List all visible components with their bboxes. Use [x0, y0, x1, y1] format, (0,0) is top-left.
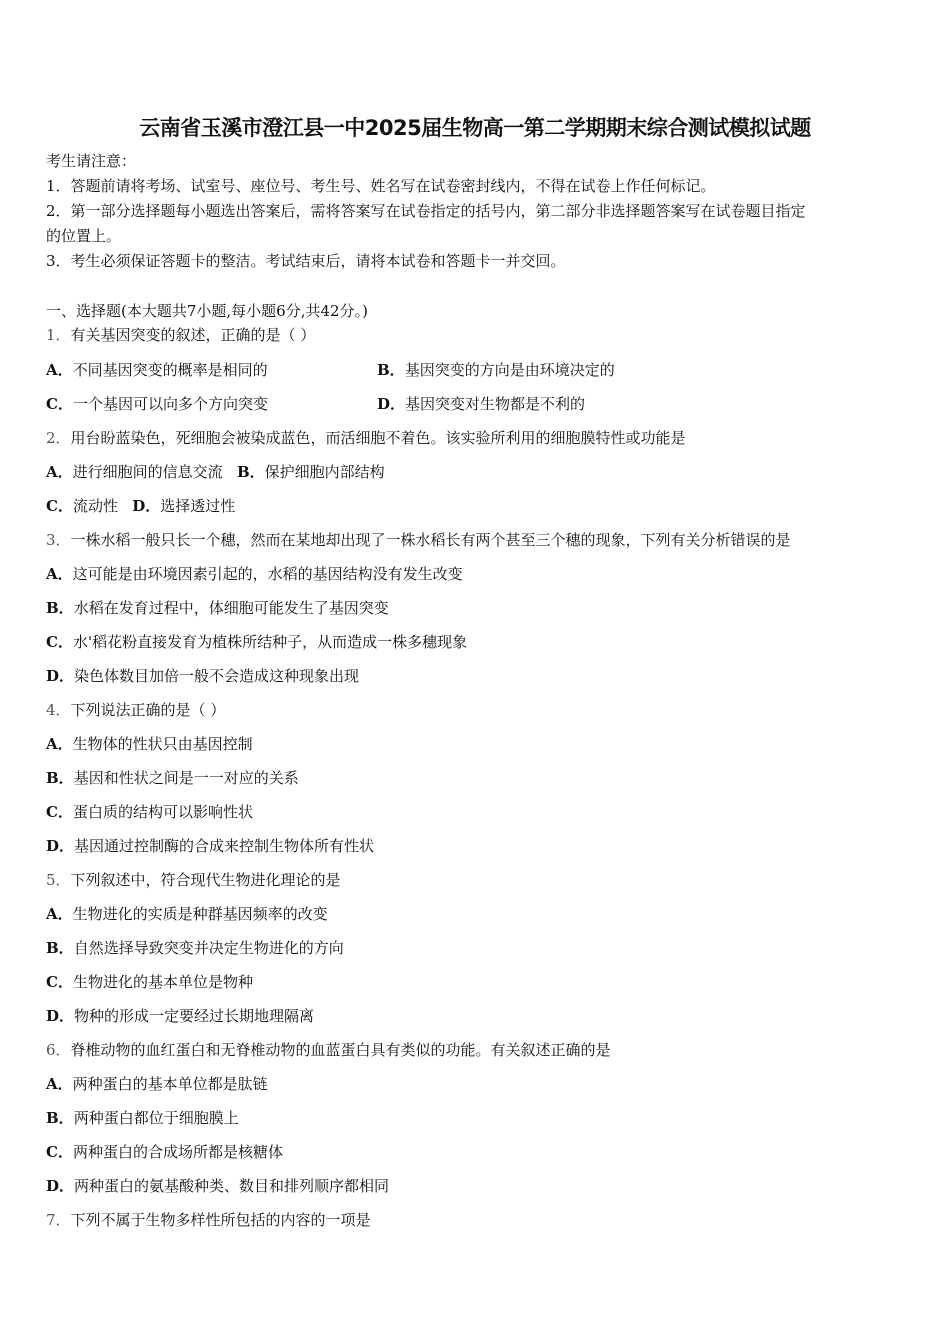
question-number: 3．	[46, 531, 71, 549]
option-text: 生物进化的基本单位是物种	[72, 973, 253, 991]
option-letter: A．	[46, 1075, 73, 1093]
option-text: 蛋白质的结构可以影响性状	[72, 803, 253, 821]
option-letter: B．	[46, 599, 74, 617]
page-title: 云南省玉溪市澄江县一中2025届生物高一第二学期期末综合测试模拟试题	[139, 116, 811, 140]
option-text: 一个基因可以向多个方向突变	[72, 395, 268, 413]
option-text: 两种蛋白都位于细胞膜上	[73, 1109, 239, 1127]
option-letter: B．	[236, 463, 265, 481]
option-text: 进行细胞间的信息交流	[72, 463, 223, 481]
option-row	[46, 359, 906, 381]
option-text: 基因突变的方向是由环境决定的	[404, 361, 615, 379]
question-text: 脊椎动物的血红蛋白和无脊椎动物的血蓝蛋白具有类似的功能。有关叙述正确的是	[70, 1041, 611, 1059]
option-text: 不同基因突变的概率是相同的	[72, 361, 268, 379]
option[interactable]	[377, 393, 585, 415]
option-text: 两种蛋白的氨基酸种类、数目和排列顺序都相同	[74, 1177, 390, 1195]
option[interactable]	[46, 733, 906, 755]
option-letter: B．	[46, 1109, 74, 1127]
option-letter: A．	[46, 735, 73, 753]
question-number: 6．	[46, 1041, 71, 1059]
option-text: 基因突变对生物都是不利的	[405, 395, 586, 413]
option[interactable]	[46, 1175, 906, 1197]
option-letter: C．	[46, 633, 73, 651]
option[interactable]	[46, 497, 118, 515]
option-letter: C．	[46, 973, 73, 991]
question-text: 下列叙述中，符合现代生物进化理论的是	[70, 871, 341, 889]
option-text: 保护细胞内部结构	[264, 463, 385, 481]
option[interactable]	[46, 767, 906, 789]
option-text: 选择透过性	[160, 497, 236, 515]
question-text: 下列不属于生物多样性所包括的内容的一项是	[70, 1211, 371, 1229]
option[interactable]	[46, 801, 906, 823]
option[interactable]	[46, 395, 268, 413]
option[interactable]	[46, 835, 906, 857]
option-letter: D．	[132, 497, 161, 515]
option-row	[46, 393, 906, 415]
option-text: 自然选择导致突变并决定生物进化的方向	[73, 939, 344, 957]
option-letter: D．	[46, 1177, 75, 1195]
option-text: 流动性	[72, 497, 118, 515]
option-text: 染色体数目加倍一般不会造成这种现象出现	[74, 667, 360, 685]
option-letter: D．	[46, 667, 75, 685]
question-number: 4．	[46, 701, 71, 719]
option-text: 这可能是由环境因素引起的，水稻的基因结构没有发生改变	[72, 565, 463, 583]
notice-item: 2．第一部分选择题每小题选出答案后，需将答案写在试卷指定的括号内，第二部分非选择题答案写在试卷题目指定	[46, 202, 806, 220]
option[interactable]	[46, 1141, 906, 1163]
question-stem	[46, 1209, 906, 1231]
option-row	[46, 461, 906, 483]
option[interactable]	[46, 665, 906, 687]
option[interactable]	[46, 903, 906, 925]
option-text: 两种蛋白的合成场所都是核糖体	[72, 1143, 283, 1161]
question-stem	[46, 324, 906, 346]
option-letter: A．	[46, 463, 73, 481]
option-text: 生物进化的实质是种群基因频率的改变	[72, 905, 328, 923]
option-text: 生物体的性状只由基因控制	[72, 735, 253, 753]
option[interactable]	[46, 1005, 906, 1027]
option-letter: C．	[46, 1143, 73, 1161]
question-number: 2．	[46, 429, 71, 447]
option[interactable]	[46, 971, 906, 993]
question-stem	[46, 1039, 906, 1061]
option[interactable]	[46, 1107, 906, 1129]
option[interactable]	[46, 631, 906, 653]
option-letter: C．	[46, 497, 73, 515]
option-letter: B．	[46, 769, 74, 787]
option-letter: C．	[46, 395, 73, 413]
option-letter: A．	[46, 905, 73, 923]
question-stem	[46, 869, 906, 891]
section-heading: 一、选择题(本大题共7小题,每小题6分,共42分。)	[46, 302, 368, 320]
option-letter: B．	[46, 939, 74, 957]
question-stem	[46, 529, 906, 551]
option[interactable]	[46, 1073, 906, 1095]
option[interactable]	[46, 597, 906, 619]
option-letter: D．	[46, 837, 75, 855]
question-stem	[46, 427, 906, 449]
notice-heading: 考生请注意：	[46, 152, 137, 170]
option[interactable]	[377, 359, 615, 381]
option-letter: A．	[46, 361, 73, 379]
option[interactable]	[46, 563, 906, 585]
option-letter: D．	[377, 395, 406, 413]
question-text: 有关基因突变的叙述，正确的是（ ）	[70, 326, 316, 344]
option[interactable]	[46, 937, 906, 959]
option-text: 水'稻花粉直接发育为植株所结种子，从而造成一株多穗现象	[72, 633, 468, 651]
option-row	[46, 495, 906, 517]
option[interactable]	[237, 463, 385, 481]
option-letter: B．	[377, 361, 405, 379]
question-text: 用台盼蓝染色，死细胞会被染成蓝色，而活细胞不着色。该实验所利用的细胞膜特性或功能是	[70, 429, 686, 447]
option-text: 水稻在发育过程中，体细胞可能发生了基因突变	[73, 599, 389, 617]
question-text: 下列说法正确的是（ ）	[70, 701, 226, 719]
notice-item: 3．考生必须保证答题卡的整洁。考试结束后，请将本试卷和答题卡一并交回。	[46, 252, 566, 270]
option[interactable]	[132, 497, 235, 515]
question-number: 1．	[46, 326, 71, 344]
question-text: 一株水稻一般只长一个穗，然而在某地却出现了一株水稻长有两个甚至三个穗的现象，下列有关分析错误的是	[70, 531, 791, 549]
option-letter: A．	[46, 565, 73, 583]
option-letter: D．	[46, 1007, 75, 1025]
option[interactable]	[46, 361, 268, 379]
option-text: 基因通过控制酶的合成来控制生物体所有性状	[74, 837, 375, 855]
question-number: 7．	[46, 1211, 71, 1229]
option-text: 物种的形成一定要经过长期地理隔离	[74, 1007, 315, 1025]
notice-item: 1．答题前请将考场、试室号、座位号、考生号、姓名写在试卷密封线内，不得在试卷上作任何标记。	[46, 177, 716, 195]
question-stem	[46, 699, 906, 721]
option[interactable]	[46, 463, 223, 481]
question-number: 5．	[46, 871, 71, 889]
option-text: 基因和性状之间是一一对应的关系	[73, 769, 299, 787]
notice-item: 的位置上。	[46, 227, 122, 245]
option-text: 两种蛋白的基本单位都是肽链	[72, 1075, 268, 1093]
option-letter: C．	[46, 803, 73, 821]
